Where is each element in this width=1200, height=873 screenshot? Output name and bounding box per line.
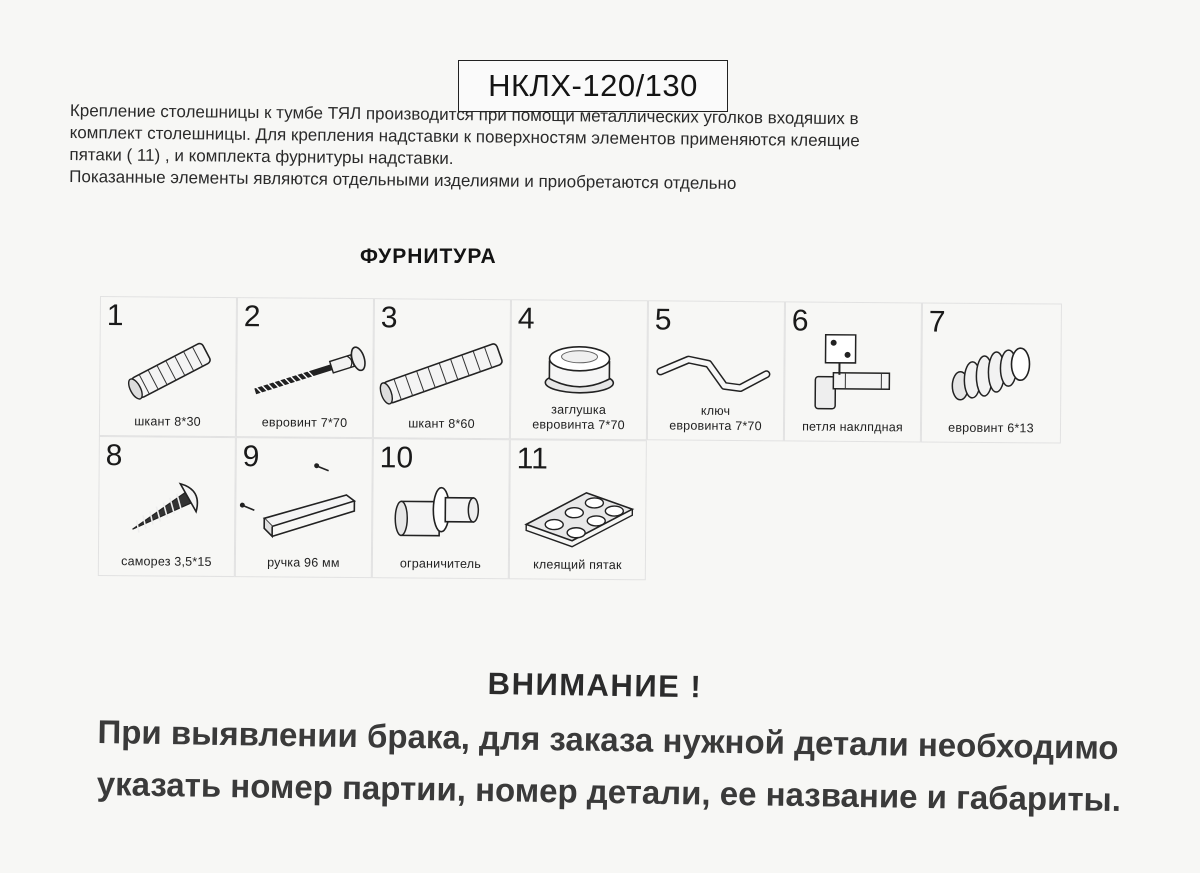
- fitting-number: 3: [380, 301, 398, 335]
- fitting-label: шкант 8*30: [134, 414, 201, 429]
- attention-text: [96, 706, 1158, 827]
- attention-heading: ВНИМАНИЕ !: [487, 666, 703, 705]
- fitting-label: саморез 3,5*15: [121, 554, 212, 569]
- intro-line: Крепление столешницы к тумбе ТЯЛ производится при помощи металлических уголков входяших в: [69, 100, 859, 129]
- fitting-label: евровинт 6*13: [948, 420, 1034, 436]
- fitting-number: 2: [243, 300, 261, 334]
- fitting-cell-5: [647, 300, 785, 441]
- fitting-cell-3: [373, 298, 511, 439]
- fitting-label: ключ евровинта 7*70: [669, 403, 762, 434]
- document-title: НКЛХ-120/130: [458, 60, 728, 112]
- intro-text: [69, 100, 1080, 199]
- fitting-number: 1: [106, 299, 124, 333]
- fitting-label: заглушка евровинта 7*70: [532, 402, 625, 433]
- fitting-number: 11: [516, 442, 549, 476]
- fitting-cell-8: [98, 436, 236, 577]
- fitting-cell-1: [99, 296, 237, 437]
- fitting-cell-10: [372, 438, 510, 579]
- fitting-cell-2: [236, 297, 374, 438]
- fittings-grid: [98, 296, 1062, 594]
- section-title: ФУРНИТУРА: [360, 245, 497, 268]
- fitting-cell-9: [235, 437, 373, 578]
- fitting-number: 5: [654, 303, 672, 337]
- fitting-cell-6: [784, 301, 922, 442]
- fitting-cell-7: [921, 302, 1062, 443]
- fitting-label: петля наклпдная: [802, 419, 903, 435]
- attention-line: При выявлении брака, для заказа нужной детали необходимо: [97, 712, 1119, 767]
- fitting-number: 6: [791, 304, 809, 338]
- fitting-label: клеящий пятак: [533, 557, 622, 573]
- intro-line: комплект столешницы. Для крепления надставки к поверхностям элементов применяются клеящие: [69, 122, 860, 151]
- fitting-label: евровинт 7*70: [261, 415, 348, 430]
- fitting-number: 4: [517, 302, 535, 336]
- intro-line: пятаки ( 11) , и комплекта фурнитуры надставки.: [69, 144, 454, 169]
- attention-line: указать номер партии, номер детали, ее название и габариты.: [96, 764, 1122, 819]
- fitting-number: 9: [242, 440, 260, 474]
- fitting-cell-11: [509, 439, 647, 580]
- fitting-number: 8: [105, 439, 123, 473]
- fitting-number: 7: [928, 305, 946, 339]
- intro-line: Показанные элементы являются отдельными изделиями и приобретаются отдельно: [69, 166, 737, 193]
- fitting-label: шкант 8*60: [408, 416, 475, 431]
- fitting-number: 10: [379, 441, 414, 475]
- fitting-label: ограничитель: [399, 556, 482, 572]
- fitting-label: ручка 96 мм: [267, 555, 340, 570]
- fitting-cell-4: [510, 299, 648, 440]
